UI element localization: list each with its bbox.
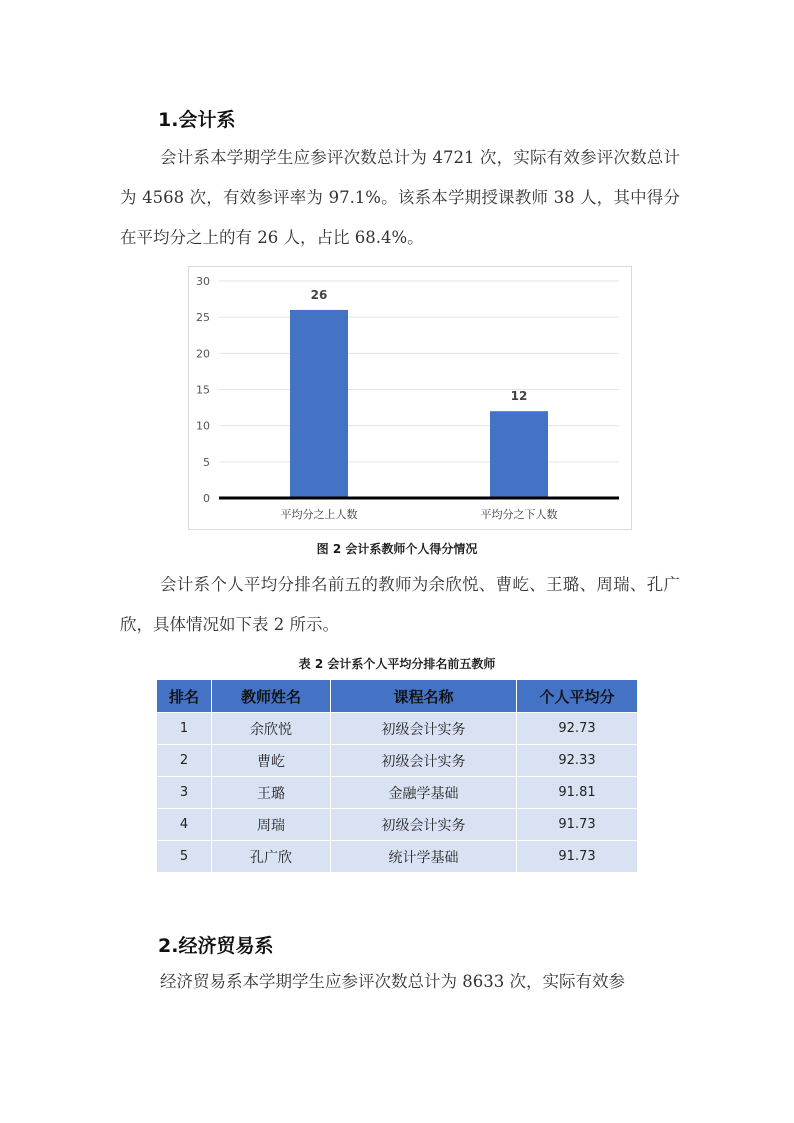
y-tick-label: 15 xyxy=(196,383,210,397)
trade-summary-paragraph: 经济贸易系本学期学生应参评次数总计为 8633 次，实际有效参 xyxy=(160,972,625,991)
table-row xyxy=(157,841,638,873)
teacher-cell: 孔广欣 xyxy=(212,841,331,873)
score-cell: 91.81 xyxy=(517,777,638,809)
score-cell: 91.73 xyxy=(517,841,638,873)
header-teacher-name: 教师姓名 xyxy=(212,680,331,713)
course-cell: 初级会计实务 xyxy=(331,713,517,745)
course-cell: 初级会计实务 xyxy=(331,745,517,777)
section-accounting-heading: 1.会计系 xyxy=(158,109,236,131)
y-tick-label: 10 xyxy=(196,419,210,433)
rank-cell: 5 xyxy=(157,841,212,873)
section-trade-heading: 2.经济贸易系 xyxy=(158,935,274,957)
y-tick-label: 0 xyxy=(203,492,210,505)
x-category-label: 平均分之上人数 xyxy=(280,508,358,521)
y-tick-label: 20 xyxy=(196,347,210,361)
rank-cell: 1 xyxy=(157,713,212,745)
bar-chart xyxy=(189,267,631,529)
bar xyxy=(290,310,348,498)
course-cell: 金融学基础 xyxy=(331,777,517,809)
rank-cell: 2 xyxy=(157,745,212,777)
teacher-cell: 曹屹 xyxy=(212,745,331,777)
course-cell: 统计学基础 xyxy=(331,841,517,873)
course-cell: 初级会计实务 xyxy=(331,809,517,841)
accounting-summary-paragraph: 会计系本学期学生应参评次数总计为 4721 次，实际有效参评次数总计为 4568 次，有效参评率为 97.1%。该系本学期授课教师 38 人，其中得分在平均分之上的有 26 人，占比 68.4%。 xyxy=(120,148,680,247)
teacher-cell: 余欣悦 xyxy=(212,713,331,745)
table-row xyxy=(157,809,638,841)
header-rank: 排名 xyxy=(157,680,212,713)
header-average-score: 个人平均分 xyxy=(517,680,638,713)
header-course-name: 课程名称 xyxy=(331,680,517,713)
ranking-table xyxy=(156,679,638,873)
score-cell: 92.73 xyxy=(517,713,638,745)
table-row xyxy=(157,745,638,777)
table-row xyxy=(157,777,638,809)
y-tick-label: 5 xyxy=(203,455,210,469)
accounting-top5-paragraph: 会计系个人平均分排名前五的教师为余欣悦、曹屹、王璐、周瑞、孔广欣，具体情况如下表 2 所示。 xyxy=(120,575,680,634)
y-tick-label: 25 xyxy=(196,311,210,325)
figure-caption: 图 2 会计系教师个人得分情况 xyxy=(316,542,478,556)
table-caption: 表 2 会计系个人平均分排名前五教师 xyxy=(298,657,496,671)
chart-frame xyxy=(188,266,632,530)
bar xyxy=(490,411,548,498)
table-row xyxy=(157,713,638,745)
score-cell: 92.33 xyxy=(517,745,638,777)
x-category-label: 平均分之下人数 xyxy=(480,508,558,521)
score-cell: 91.73 xyxy=(517,809,638,841)
y-tick-label: 30 xyxy=(196,275,210,288)
bar-data-label: 12 xyxy=(510,389,528,404)
teacher-cell: 周瑞 xyxy=(212,809,331,841)
rank-cell: 3 xyxy=(157,777,212,809)
bar-data-label: 26 xyxy=(310,287,328,302)
teacher-cell: 王璐 xyxy=(212,777,331,809)
table-header-row xyxy=(157,680,638,713)
rank-cell: 4 xyxy=(157,809,212,841)
